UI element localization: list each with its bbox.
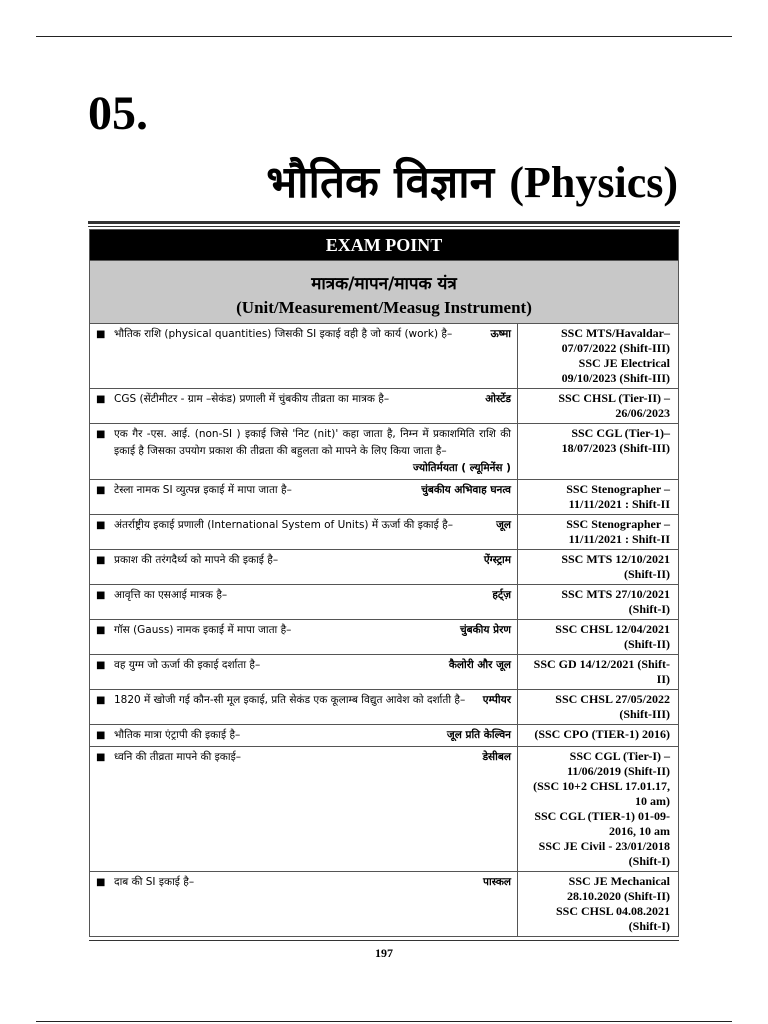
source-cell xyxy=(518,550,679,585)
source-line: SSC JE Civil - 23/01/2018 xyxy=(538,839,670,853)
table-row xyxy=(90,725,679,747)
table-row xyxy=(90,389,679,424)
source-line: SSC CGL (TIER-1) 01-09- xyxy=(534,809,670,823)
question-text: वह युग्म जो ऊर्जा की इकाई दर्शाता है– कैलोरी और जूल xyxy=(114,657,511,674)
table-row xyxy=(90,690,679,725)
table-row xyxy=(90,872,679,937)
bullet-icon: ■ xyxy=(96,660,106,671)
bullet-icon: ■ xyxy=(96,877,106,888)
bullet-icon: ■ xyxy=(96,625,106,636)
source-line: SSC MTS 27/10/2021 xyxy=(561,587,670,601)
question-text: 1820 में खोजी गई कौन-सी मूल इकाई, प्रति सेकंड एक कूलाम्ब विद्युत आवेश को दर्शाती है– एम्पीयर xyxy=(114,692,511,709)
table-row xyxy=(90,515,679,550)
source-line: 11/06/2019 (Shift-II) xyxy=(566,764,670,778)
question-text: भौतिक मात्रा एंट्रापी की इकाई है– जूल प्रति केल्विन xyxy=(114,727,511,744)
source-line: SSC Stenographer – xyxy=(566,482,670,496)
source-line: SSC CHSL 04.08.2021 xyxy=(555,904,670,918)
source-line: (SSC 10+2 CHSL 17.01.17, xyxy=(533,779,670,793)
table-row xyxy=(90,480,679,515)
subheader-hindi: मात्रक/मापन/मापक यंत्र xyxy=(311,274,457,294)
source-line: 28.10.2020 (Shift-II) xyxy=(566,889,670,903)
source-line: SSC JE Electrical xyxy=(578,356,670,370)
source-cell xyxy=(518,655,679,690)
chapter-number: 05. xyxy=(88,87,148,140)
question-text: ध्वनि की तीव्रता मापने की इकाई– डेसीबल xyxy=(114,749,511,766)
source-cell xyxy=(518,725,679,747)
source-line: SSC JE Mechanical xyxy=(568,874,670,888)
question-text: दाब की SI इकाई है– पास्कल xyxy=(114,874,511,891)
question-text: भौतिक राशि (physical quantities) जिसकी SI इकाई वही है जो कार्य (work) है– ऊष्मा xyxy=(114,326,511,343)
source-line: SSC MTS/Havaldar– xyxy=(560,326,670,340)
answer-text: कैलोरी और जूल xyxy=(448,659,511,671)
table-subheader xyxy=(90,261,679,324)
source-line: (Shift-I) xyxy=(628,854,670,868)
table-row xyxy=(90,585,679,620)
question-text: अंतर्राष्ट्रीय इकाई प्रणाली (International System of Units) में ऊर्जा की इकाई है– जूल xyxy=(114,517,511,534)
question-text: प्रकाश की तरंगदैर्ध्य को मापने की इकाई है– ऐंग्स्ट्राम xyxy=(114,552,511,569)
source-line: 09/10/2023 (Shift-III) xyxy=(561,371,670,385)
question-cell xyxy=(90,620,518,655)
bullet-icon: ■ xyxy=(96,752,106,763)
bullet-icon: ■ xyxy=(96,329,106,340)
answer-text: डेसीबल xyxy=(482,751,511,763)
title-rule-thick xyxy=(88,221,680,224)
table-row xyxy=(90,324,679,389)
answer-text: ऐंग्स्ट्राम xyxy=(483,554,511,566)
source-line: 07/07/2022 (Shift-III) xyxy=(561,341,670,355)
source-line: SSC Stenographer – xyxy=(566,517,670,531)
source-line: 26/06/2023 xyxy=(615,406,670,420)
question-text: आवृत्ति का एसआई मात्रक है– हर्ट्ज़ xyxy=(114,587,511,604)
question-text: CGS (सेंटीमीटर - ग्राम –सेकंड) प्रणाली में चुंबकीय तीव्रता का मात्रक है– ओर्स्टेड xyxy=(114,391,511,408)
subheader-english: (Unit/Measurement/Measug Instrument) xyxy=(236,298,532,317)
source-line: (Shift-I) xyxy=(628,602,670,616)
table-header: EXAM POINT xyxy=(90,230,679,261)
source-line: (Shift-III) xyxy=(619,707,670,721)
source-line: (Shift-I) xyxy=(628,919,670,933)
source-line: II) xyxy=(656,672,670,686)
source-cell xyxy=(518,389,679,424)
answer-text: चुंबकीय प्रेरण xyxy=(459,624,511,636)
source-line: (SSC CPO (TIER-1) 2016) xyxy=(534,727,670,741)
top-rule xyxy=(36,36,732,37)
source-cell xyxy=(518,424,679,480)
chapter-title xyxy=(266,150,678,210)
bottom-rule xyxy=(36,1021,732,1022)
source-cell xyxy=(518,324,679,389)
answer-text: जूल प्रति केल्विन xyxy=(446,729,511,741)
question-text: एक गैर -एस. आई. (non-SI ) इकाई जिसे 'निट (nit)' कहा जाता है, निम्न में प्रकाशमिति राशि की इकाई है जिसका उपयोग प्रकाश की तीव्रता की बहुलता को मापने के लिए किया जाता है– ज्योतिर्मयता ( ल्यूमिनेंस ) xyxy=(114,426,511,477)
bullet-icon: ■ xyxy=(96,590,106,601)
question-cell xyxy=(90,389,518,424)
question-cell xyxy=(90,550,518,585)
title-rule-thin xyxy=(88,226,680,227)
source-line: SSC CGL (Tier-1)– xyxy=(571,426,670,440)
source-line: SSC GD 14/12/2021 (Shift- xyxy=(533,657,670,671)
bottom-table-rule xyxy=(89,940,679,941)
source-line: 2016, 10 am xyxy=(609,824,670,838)
source-cell xyxy=(518,480,679,515)
bullet-icon: ■ xyxy=(96,394,106,405)
table-row xyxy=(90,747,679,872)
source-line: (Shift-II) xyxy=(623,567,670,581)
source-cell xyxy=(518,872,679,937)
source-line: SSC CGL (Tier-I) – xyxy=(569,749,670,763)
question-cell xyxy=(90,480,518,515)
question-text: टेस्ला नामक SI व्युत्पन्न इकाई में मापा जाता है– चुंबकीय अभिवाह घनत्व xyxy=(114,482,511,499)
source-line: 11/11/2021 : Shift-II xyxy=(568,497,670,511)
bullet-icon: ■ xyxy=(96,520,106,531)
source-cell xyxy=(518,515,679,550)
answer-text: ओर्स्टेड xyxy=(485,393,511,405)
question-cell xyxy=(90,725,518,747)
answer-text: चुंबकीय अभिवाह घनत्व xyxy=(421,484,511,496)
table-row xyxy=(90,550,679,585)
answer-text: ऊष्मा xyxy=(490,328,511,340)
source-cell xyxy=(518,747,679,872)
source-cell xyxy=(518,585,679,620)
table-row xyxy=(90,620,679,655)
answer-text: एम्पीयर xyxy=(482,694,511,706)
answer-text: पास्कल xyxy=(483,876,511,888)
question-cell xyxy=(90,655,518,690)
bullet-icon: ■ xyxy=(96,695,106,706)
source-line: SSC CHSL (Tier-II) – xyxy=(558,391,670,405)
table-row xyxy=(90,655,679,690)
source-cell xyxy=(518,690,679,725)
bullet-icon: ■ xyxy=(96,730,106,741)
source-line: SSC CHSL 12/04/2021 xyxy=(555,622,670,636)
bullet-icon: ■ xyxy=(96,555,106,566)
question-cell xyxy=(90,690,518,725)
source-line: SSC MTS 12/10/2021 xyxy=(561,552,670,566)
question-text: गॉस (Gauss) नामक इकाई में मापा जाता है– चुंबकीय प्रेरण xyxy=(114,622,511,639)
question-cell xyxy=(90,515,518,550)
table-row xyxy=(90,424,679,480)
source-line: 11/11/2021 : Shift-II xyxy=(568,532,670,546)
chapter-title-english: (Physics) xyxy=(509,158,678,207)
chapter-title-hindi: भौतिक विज्ञान xyxy=(266,157,495,208)
answer-text: हर्ट्ज़ xyxy=(492,589,511,601)
question-cell xyxy=(90,324,518,389)
question-cell xyxy=(90,872,518,937)
exam-point-table xyxy=(89,229,679,937)
answer-text: जूल xyxy=(496,519,511,531)
answer-text: ज्योतिर्मयता ( ल्यूमिनेंस ) xyxy=(413,462,511,474)
question-cell xyxy=(90,747,518,872)
bullet-icon: ■ xyxy=(96,485,106,496)
question-cell xyxy=(90,424,518,480)
question-cell xyxy=(90,585,518,620)
source-line: 10 am) xyxy=(635,794,670,808)
source-line: (Shift-II) xyxy=(623,637,670,651)
bullet-icon: ■ xyxy=(96,429,106,440)
source-line: SSC CHSL 27/05/2022 xyxy=(555,692,670,706)
page-number: 197 xyxy=(375,946,393,960)
source-cell xyxy=(518,620,679,655)
source-line: 18/07/2023 (Shift-III) xyxy=(561,441,670,455)
